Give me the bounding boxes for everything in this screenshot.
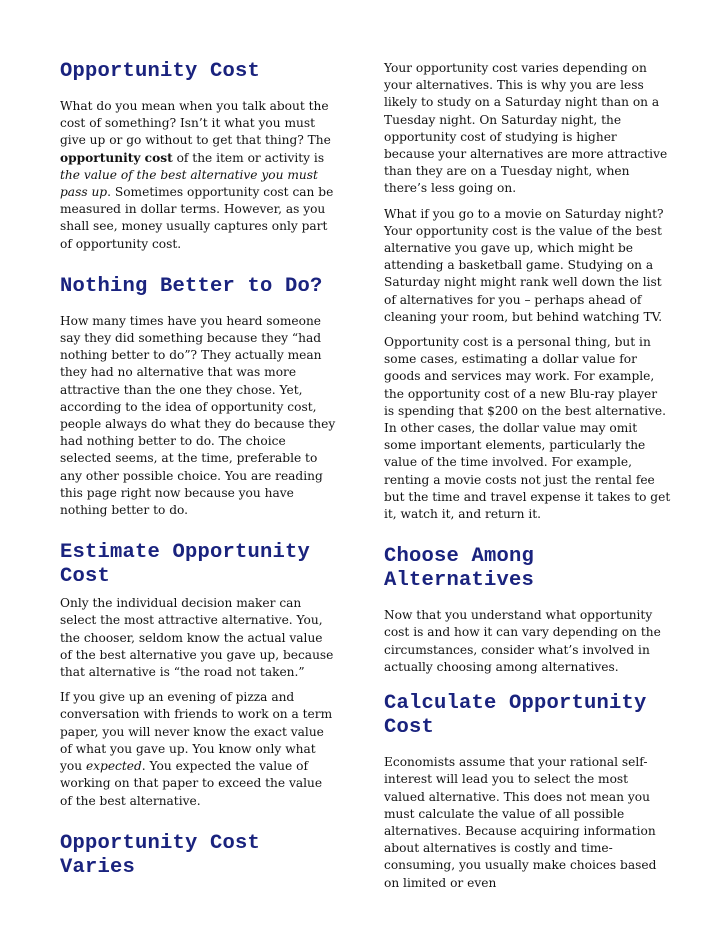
term-opportunity-cost: opportunity cost (60, 150, 173, 165)
heading-varies: Opportunity Cost Varies (60, 831, 261, 879)
left-column (60, 60, 336, 880)
paragraph-choose: Now that you understand what opportunity cost is and how it can vary depending on the circumstances, consider what’s involved in actually choosing among alternatives. (384, 608, 661, 674)
heading-choose: Choose Among Alternatives (384, 545, 535, 593)
paragraph-estimate-1: Only the individual decision maker can select the most attractive alternative. You, the chooser, seldom know the actual value of the best alternative you gave up, because that alternative is “the road not taken.” (60, 596, 334, 680)
expected-emphasis: expected (85, 759, 142, 774)
heading-calculate: Calculate Opportunity Cost (384, 692, 647, 740)
paragraph-definition: What do you mean when you talk about the cost of something? Isn’t it what you must give up or go without to get that thing? The opportunity cost of the item or activity is the value of the best alternative you must pass up. Sometimes opportunity cost can be measured in dollar terms. However, as you shall see, money usually captures only part of opportunity cost. (60, 99, 334, 251)
definition-emphasis: the value of the best alternative you must pass up (60, 167, 318, 200)
heading-estimate: Estimate Opportunity Cost (60, 541, 311, 589)
paragraph-varies-1: Your opportunity cost varies depending on your alternatives. This is why you are less likely to study on a Saturday night than on a Tuesday night. On Saturday night, the opportunity cost of studying is higher because your alternatives are more attractive than they are on a Tuesday night, when there’s less going on. (384, 61, 668, 196)
heading-nothing-better: Nothing Better to Do? (60, 274, 323, 298)
paragraph-varies-3: Opportunity cost is a personal thing, but in some cases, estimating a dollar value for goods and services may work. For example, the opportunity cost of a new Blu-ray player is spending that $200 on the best alternative. In other cases, the dollar value may omit some important elements, particularly the value of the time involved. For example, renting a movie costs not just the rental fee but the time and travel expense it takes to get it, watch it, and return it. (384, 335, 671, 522)
heading-opportunity-cost: Opportunity Cost (60, 60, 261, 83)
paragraph-nothing-better: How many times have you heard someone say they did something because they “had nothing better to do”? They actually mean they had no alternative that was more attractive than the one they chose. Yet, according to the idea of opportunity cost, people always do what they do because they had nothing better to do. The choice selected seems, at the time, preferable to any other possible choice. You are reading this page right now because you have nothing better to do. (60, 313, 336, 518)
paragraph-varies-2: What if you go to a movie on Saturday night? Your opportunity cost is the value of the best alternative you gave up, which might be attending a basketball game. Studying on a Saturday night might rank well down the list of alternatives for you – perhaps ahead of cleaning your room, but behind watching TV. (384, 206, 664, 324)
paragraph-estimate-2: If you give up an evening of pizza and conversation with friends to work on a term paper, you will never know the exact value of what you gave up. You know only what you expected. You expected the value of working on that paper to exceed the value of the best alternative. (60, 690, 333, 808)
paragraph-calculate: Economists assume that your rational self-interest will lead you to select the most valued alternative. This does not mean you must calculate the value of all possible alternatives. Because acquiring information about alternatives is costly and time-consuming, you usually make choices based on limited or even (384, 755, 657, 890)
right-column (384, 60, 671, 900)
